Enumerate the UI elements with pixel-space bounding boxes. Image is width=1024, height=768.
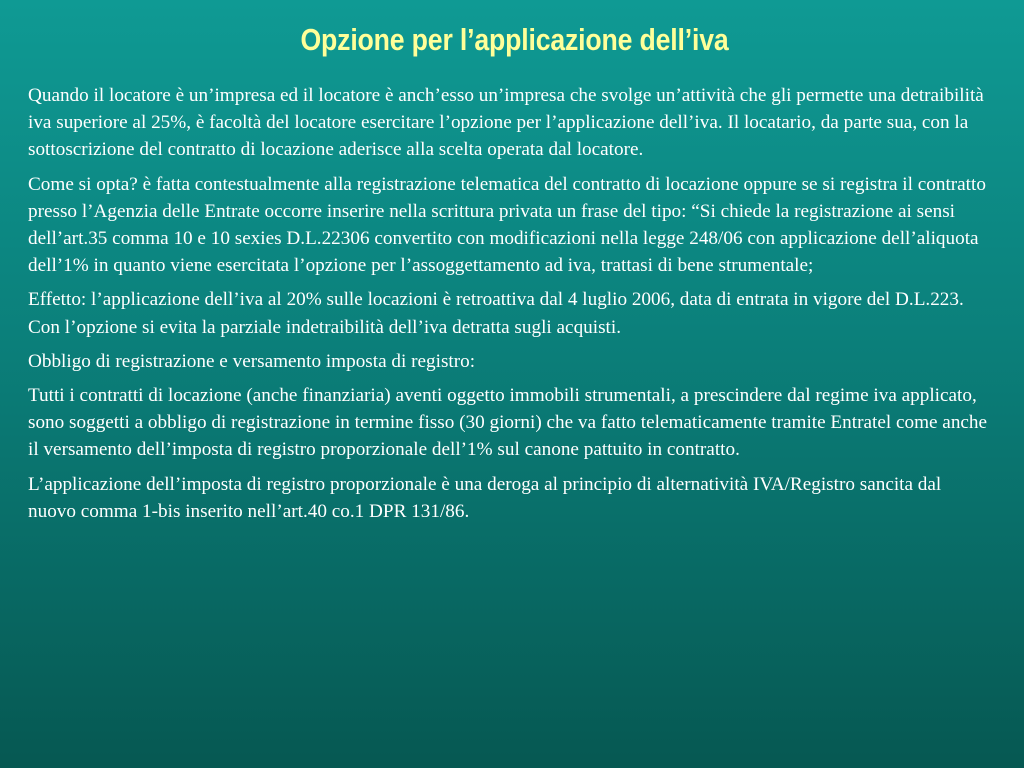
slide-body [28,82,993,532]
paragraph-effetto: Effetto: l’applicazione dell’iva al 20% sulle locazioni è retroattiva dal 4 luglio 2006, data di entrata in vigore del D.L.223. Con l’opzione si evita la parziale indetraibilità dell’iva detratta sugli acquisti. [28,289,964,338]
paragraph-come-si-opta: Come si opta? è fatta contestualmente alla registrazione telematica del contratto di locazione oppure se si registra il contratto presso l’Agenzia delle Entrate occorre inserire nella scrittura privata un frase del tipo: “Si chiede la registrazione ai sensi dell’art.35 comma 10 e 10 sexies D.L.22306 convertito con modificazioni nella legge 248/06 con applicazione dell’aliquota dell’1% in quanto viene esercitata l’opzione per l’assoggettamento ad iva, trattasi di bene strumentale; [28,173,986,277]
paragraph-imposta-registro: L’applicazione dell’imposta di registro proporzionale è una deroga al principio di alternatività IVA/Registro sancita dal nuovo comma 1-bis inserito nell’art.40 co.1 DPR 131/86. [28,473,942,522]
paragraph-obbligo-heading: Obbligo di registrazione e versamento imposta di registro: [28,350,476,372]
paragraph-locatore: Quando il locatore è un’impresa ed il locatore è anch’esso un’impresa che svolge un’attività che gli permette una detraibilità iva superiore al 25%, è facoltà del locatore esercitare l’opzione per l’applicazione dell’iva. Il locatario, da parte sua, con la sottoscrizione del contratto di locazione aderisce alla scelta operata dal locatore. [28,85,984,161]
paragraph-contratti-locazione: Tutti i contratti di locazione (anche finanziaria) aventi oggetto immobili strumentali, a prescindere dal regime iva applicato, sono soggetti a obbligo di registrazione in termine fisso (30 giorni) che va fatto telematicamente tramite Entratel come anche il versamento dell’imposta di registro proporzionale dell’1% sul canone pattuito in contratto. [28,385,988,461]
slide-title: Opzione per l’applicazione dell’iva [300,22,729,57]
